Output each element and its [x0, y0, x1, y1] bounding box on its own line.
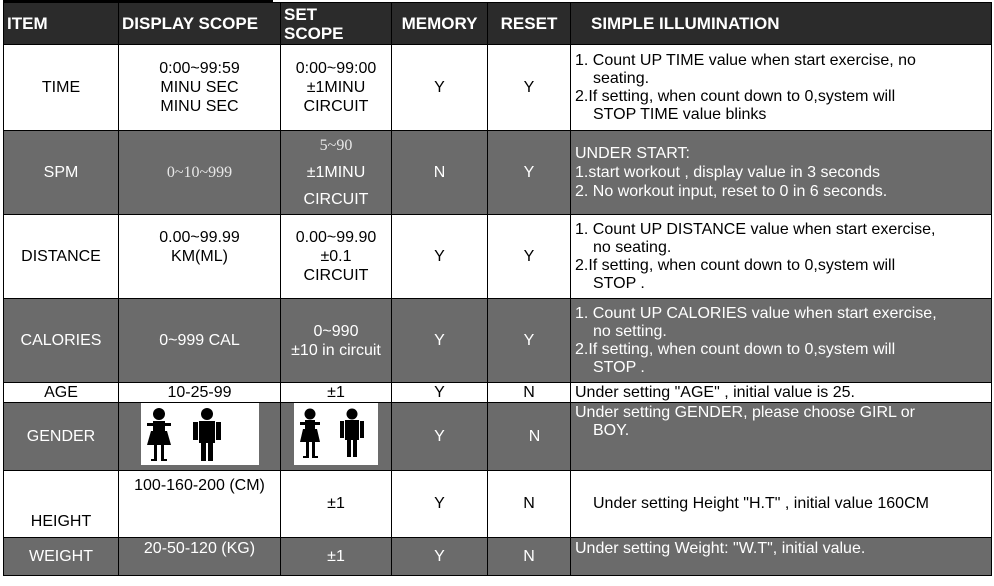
display-scope-cell: 100-160-200 (CM) [119, 471, 281, 538]
top-rule [3, 0, 273, 3]
header-row [4, 3, 992, 45]
table-row-weight [4, 538, 992, 576]
illumination-line: BOY. [593, 422, 630, 439]
set-scope-cell [281, 131, 392, 215]
illumination-line: 2.If setting, when count down to 0,system will [575, 256, 896, 274]
set-line: 0.00~99.90 [295, 229, 377, 246]
display-scope-cell: 20-50-120 (KG) [119, 538, 281, 576]
illumination-line: STOP . [593, 274, 645, 292]
memory-cell: Y [392, 45, 488, 131]
illumination-line: Under setting GENDER, please choose GIRL or [575, 404, 916, 421]
display-line: 0:00~99:59 [159, 60, 240, 77]
girl-figure-icon [300, 409, 320, 459]
illumination-line: 1. Count UP TIME value when start exercise, no [575, 51, 916, 69]
display-scope-cell: 10-25-99 [119, 383, 281, 403]
memory-cell: N [392, 131, 488, 215]
set-line: 5~90 [319, 137, 353, 154]
illumination-line: UNDER START: [575, 145, 690, 162]
illumination-cell [571, 299, 992, 383]
set-scope-cell: ±1 [281, 383, 392, 403]
table-row-calories [4, 299, 992, 383]
set-line: ±10 in circuit [291, 341, 381, 359]
set-line: CIRCUIT [303, 267, 369, 284]
table-row-spm [4, 131, 992, 215]
set-line: ±0.1 [320, 248, 352, 265]
illumination-line: 1. Count UP DISTANCE value when start exercise, [575, 220, 936, 238]
set-scope-cell [281, 215, 392, 299]
illumination-cell [571, 403, 992, 471]
set-line: CIRCUIT [303, 191, 369, 208]
table-row-gender [4, 403, 992, 471]
item-cell: GENDER [4, 403, 119, 471]
illumination-cell [571, 45, 992, 131]
illumination-line: 1. Count UP CALORIES value when start exercise, [575, 304, 937, 322]
set-scope-cell: ±1 [281, 471, 392, 538]
boy-figure-icon [340, 409, 364, 458]
set-line: CIRCUIT [303, 98, 369, 115]
item-cell: DISTANCE [4, 215, 119, 299]
display-line: 0.00~99.99 [159, 229, 240, 246]
illumination-cell [571, 131, 992, 215]
illumination-line: 2.If setting, when count down to 0,system will [575, 87, 896, 105]
header-set-scope-line1: SET [284, 4, 318, 24]
function-table [3, 2, 992, 576]
display-line [122, 266, 277, 285]
display-line: MINU SEC [160, 79, 239, 96]
set-scope-cell [281, 45, 392, 131]
display-scope-cell [119, 403, 281, 471]
memory-cell: Y [392, 471, 488, 538]
display-scope-cell: 0~999 CAL [119, 299, 281, 383]
gender-icons-display [141, 403, 259, 465]
header-set-scope [281, 3, 392, 45]
boy-figure-icon [193, 408, 221, 461]
set-line: 0~990 [313, 322, 359, 340]
display-scope-cell [119, 215, 281, 299]
memory-cell: Y [392, 215, 488, 299]
display-line: KM(ML) [171, 248, 228, 265]
set-line: ±1MINU [306, 164, 366, 181]
table-row-height [4, 471, 992, 538]
illumination-line: STOP . [593, 358, 645, 376]
reset-cell: Y [488, 215, 571, 299]
illumination-line: seating. [593, 69, 650, 87]
illumination-cell: Under setting Height "H.T" , initial value 160CM [571, 471, 992, 538]
header-display-scope: DISPLAY SCOPE [119, 3, 281, 45]
set-line: 0:00~99:00 [295, 60, 377, 77]
item-cell: AGE [4, 383, 119, 403]
girl-figure-icon [147, 408, 171, 461]
illumination-cell [571, 215, 992, 299]
set-line: ±1MINU [306, 79, 366, 96]
item-cell: CALORIES [4, 299, 119, 383]
memory-cell: Y [392, 403, 488, 471]
illumination-line: no setting. [593, 322, 667, 340]
header-memory: MEMORY [392, 3, 488, 45]
reset-cell: N [488, 383, 571, 403]
display-line: MINU SEC [160, 98, 239, 115]
memory-cell: Y [392, 383, 488, 403]
gender-icons-set [294, 403, 378, 465]
illumination-line: 1.start workout , display value in 3 seconds [575, 164, 881, 181]
item-cell: HEIGHT [4, 471, 119, 538]
display-scope-cell [119, 131, 281, 215]
illumination-line: 2. No workout input, reset to 0 in 6 seconds. [575, 183, 888, 200]
header-illumination: SIMPLE ILLUMINATION [571, 3, 992, 45]
reset-cell: Y [488, 131, 571, 215]
table-row-age [4, 383, 992, 403]
item-cell: SPM [4, 131, 119, 215]
display-scope-cell [119, 45, 281, 131]
illumination-line: 2.If setting, when count down to 0,system will [575, 340, 896, 358]
illumination-line: no seating. [593, 238, 672, 256]
reset-cell: N [488, 538, 571, 576]
reset-cell: N [488, 403, 571, 471]
memory-cell: Y [392, 299, 488, 383]
illumination-line: STOP TIME value blinks [593, 105, 767, 123]
display-line: 0~10~999 [166, 163, 233, 181]
item-cell: TIME [4, 45, 119, 131]
table-row-distance [4, 215, 992, 299]
item-cell: WEIGHT [4, 538, 119, 576]
set-scope-cell [281, 403, 392, 471]
header-item: ITEM [4, 3, 119, 45]
memory-cell: Y [392, 538, 488, 576]
reset-cell: Y [488, 299, 571, 383]
illumination-cell: Under setting "AGE" , initial value is 25. [571, 383, 992, 403]
header-reset: RESET [488, 3, 571, 45]
table-row-time [4, 45, 992, 131]
set-scope-cell: ±1 [281, 538, 392, 576]
header-set-scope-line2: SCOPE [284, 23, 344, 43]
set-scope-cell [281, 299, 392, 383]
reset-cell: N [488, 471, 571, 538]
function-table-container [3, 2, 991, 576]
reset-cell: Y [488, 45, 571, 131]
illumination-cell: Under setting Weight: "W.T", initial value. [571, 538, 992, 576]
